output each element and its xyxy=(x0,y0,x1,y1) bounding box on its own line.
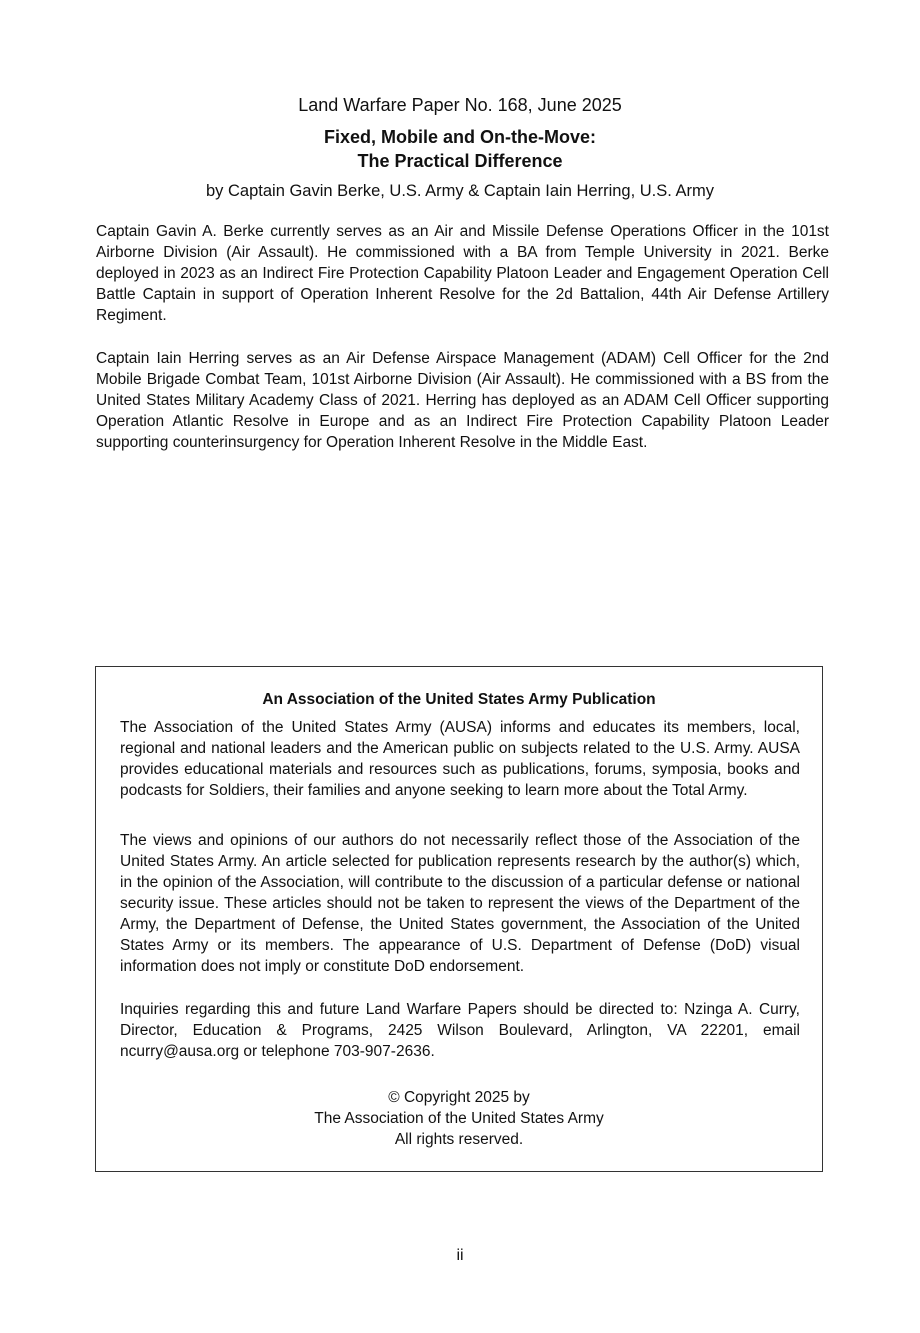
author-bio-herring: Captain Iain Herring serves as an Air Defense Airspace Management (ADAM) Cell Officer for the 2nd Mobile Brigade Combat Team, 101st Airborne Division (Air Assault). He commissioned with a BS from the United States Military Academy Class of 2021. Herring has deployed as an ADAM Cell Officer supporting Operation Atlantic Resolve in Europe and as an Indirect Fire Protection Capability Platoon Leader supporting counterinsurgency for Operation Inherent Resolve in the Middle East. xyxy=(96,350,829,451)
inquiries-paragraph: Inquiries regarding this and future Land Warfare Papers should be directed to: Nzinga A. Curry, Director, Education & Programs, 2425 Wilson Boulevard, Arlington, VA 22201, email ncurry@ausa.org or telephone 703-907-2636. xyxy=(120,1001,800,1060)
disclaimer-paragraph: The views and opinions of our authors do not necessarily reflect those of the Association of the United States Army. An article selected for publication represents research by the author(s) which, in the opinion of the Association, will contribute to the discussion of a particular defense or national security issue. These articles should not be taken to represent the views of the Department of the Army, the Department of Defense, the United States government, the Association of the United States Army or its members. The appearance of U.S. Department of Defense (DoD) visual information does not imply or constitute DoD endorsement. xyxy=(120,832,800,975)
copyright-line-1: © Copyright 2025 by xyxy=(388,1089,530,1106)
byline: by Captain Gavin Berke, U.S. Army & Captain Iain Herring, U.S. Army xyxy=(205,182,715,200)
ausa-publication-box xyxy=(95,666,823,1172)
ausa-box-heading: An Association of the United States Army Publication xyxy=(262,691,656,708)
paper-title xyxy=(0,125,920,173)
page-number: ii xyxy=(456,1247,464,1264)
copyright-line-2: The Association of the United States Army xyxy=(314,1110,604,1127)
author-bio-berke: Captain Gavin A. Berke currently serves as an Air and Missile Defense Operations Officer in the 101st Airborne Division (Air Assault). He commissioned with a BA from Temple University in 2021. Berke deployed in 2023 as an Indirect Fire Protection Capability Platoon Leader and Engagement Operation Cell Battle Captain in support of Operation Inherent Resolve for the 2d Battalion, 44th Air Defense Artillery Regiment. xyxy=(96,223,829,324)
ausa-mission-paragraph: The Association of the United States Army (AUSA) informs and educates its members, local, regional and national leaders and the American public on subjects related to the U.S. Army. AUSA provides educational materials and resources such as publications, forums, symposia, books and podcasts for Soldiers, their families and anyone seeking to learn more about the Total Army. xyxy=(120,719,800,799)
copyright-line-3: All rights reserved. xyxy=(394,1131,524,1148)
series-line: Land Warfare Paper No. 168, June 2025 xyxy=(298,95,622,115)
paper-title-line-1: Fixed, Mobile and On-the-Move: xyxy=(323,127,596,147)
copyright-notice xyxy=(96,1087,822,1150)
paper-title-line-2: The Practical Difference xyxy=(357,151,563,171)
